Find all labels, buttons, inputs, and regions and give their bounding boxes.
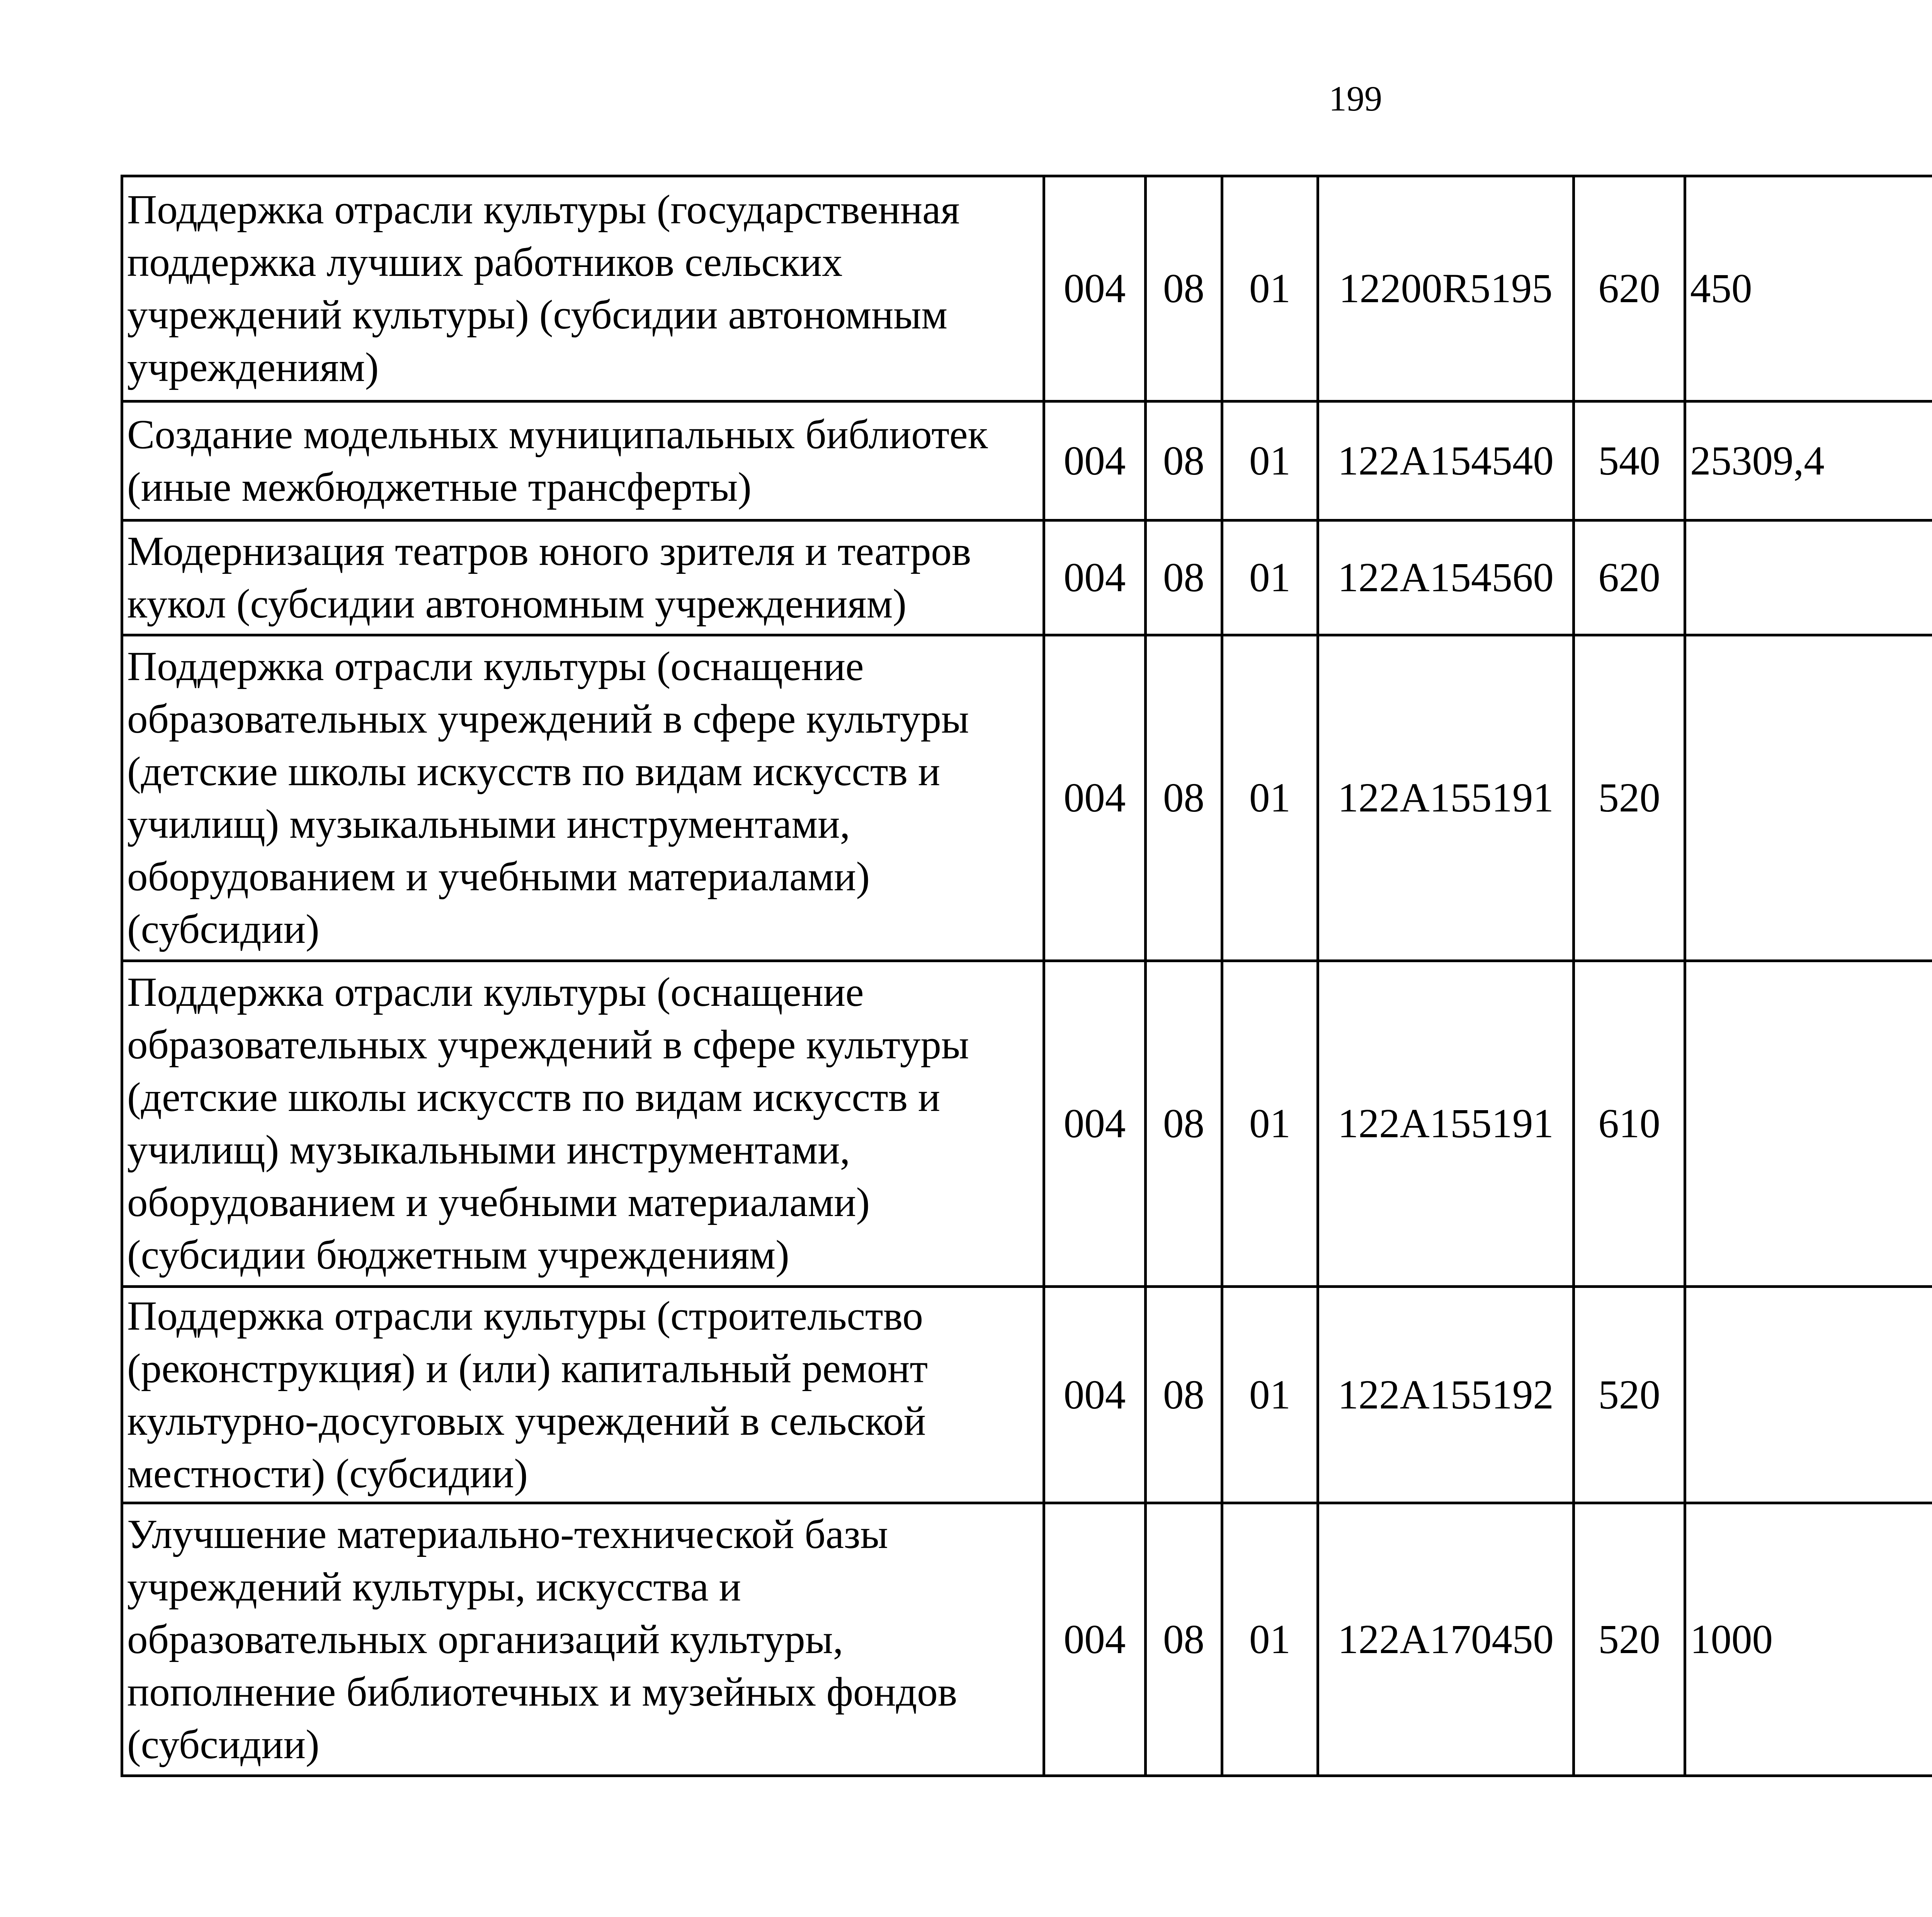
row-description: Создание модельных муниципальных библиотек (иные межбюджетные трансферты) (122, 401, 1044, 520)
expense-type-code: 520 (1574, 635, 1685, 961)
row-description: Модернизация театров юного зрителя и театров кукол (субсидии автономным учреждениям) (122, 520, 1044, 635)
target-article-code: 122A155191 (1318, 635, 1574, 961)
section-code: 08 (1146, 1287, 1222, 1503)
section-code: 08 (1146, 635, 1222, 961)
target-article-code: 122A154540 (1318, 401, 1574, 520)
row-description: Поддержка отрасли культуры (государственная поддержка лучших работников сельских учреждений культуры) (субсидии автономным учреждениям) (122, 176, 1044, 401)
target-article-code: 12200R5195 (1318, 176, 1574, 401)
page-number: 199 (1329, 79, 1382, 118)
expense-type-code: 520 (1574, 1287, 1685, 1503)
expense-type-code: 520 (1574, 1503, 1685, 1776)
subsection-code: 01 (1222, 520, 1318, 635)
target-article-code: 122A155192 (1318, 1287, 1574, 1503)
row-description: Улучшение материально-технической базы учреждений культуры, искусства и образовательных организаций культуры, пополнение библиотечных и музейных фондов (субсидии) (122, 1503, 1044, 1776)
section-code: 08 (1146, 520, 1222, 635)
table-row (122, 961, 1932, 1287)
subsection-code: 01 (1222, 961, 1318, 1287)
subsection-code: 01 (1222, 1287, 1318, 1503)
grbs-code: 004 (1044, 1287, 1146, 1503)
target-article-code: 122A170450 (1318, 1503, 1574, 1776)
amount-year-1: 1000 (1685, 1503, 1932, 1776)
table-row (122, 635, 1932, 961)
row-description: Поддержка отрасли культуры (строительство (реконструкция) и (или) капитальный ремонт культурно-досуговых учреждений в сельской местности) (субсидии) (122, 1287, 1044, 1503)
target-article-code: 122A154560 (1318, 520, 1574, 635)
table-row (122, 1503, 1932, 1776)
table-row (122, 520, 1932, 635)
expense-type-code: 620 (1574, 520, 1685, 635)
table-row (122, 1287, 1932, 1503)
expense-type-code: 620 (1574, 176, 1685, 401)
budget-table (121, 175, 1932, 1777)
grbs-code: 004 (1044, 176, 1146, 401)
row-description: Поддержка отрасли культуры (оснащение образовательных учреждений в сфере культуры (детские школы искусств по видам искусств и училищ) музыкальными инструментами, оборудованием и учебными материалами) (субсидии) (122, 635, 1044, 961)
subsection-code: 01 (1222, 401, 1318, 520)
expense-type-code: 540 (1574, 401, 1685, 520)
section-code: 08 (1146, 176, 1222, 401)
section-code: 08 (1146, 1503, 1222, 1776)
target-article-code: 122A155191 (1318, 961, 1574, 1287)
subsection-code: 01 (1222, 635, 1318, 961)
amount-year-1 (1685, 635, 1932, 961)
grbs-code: 004 (1044, 520, 1146, 635)
subsection-code: 01 (1222, 1503, 1318, 1776)
subsection-code: 01 (1222, 176, 1318, 401)
section-code: 08 (1146, 401, 1222, 520)
amount-year-1: 25309,4 (1685, 401, 1932, 520)
grbs-code: 004 (1044, 635, 1146, 961)
section-code: 08 (1146, 961, 1222, 1287)
amount-year-1 (1685, 1287, 1932, 1503)
amount-year-1 (1685, 520, 1932, 635)
grbs-code: 004 (1044, 961, 1146, 1287)
amount-year-1: 450 (1685, 176, 1932, 401)
table-row (122, 176, 1932, 401)
amount-year-1 (1685, 961, 1932, 1287)
row-description: Поддержка отрасли культуры (оснащение образовательных учреждений в сфере культуры (детские школы искусств по видам искусств и училищ) музыкальными инструментами, оборудованием и учебными материалами) (субсидии бюджетным учреждениям) (122, 961, 1044, 1287)
grbs-code: 004 (1044, 1503, 1146, 1776)
grbs-code: 004 (1044, 401, 1146, 520)
table-row (122, 401, 1932, 520)
expense-type-code: 610 (1574, 961, 1685, 1287)
